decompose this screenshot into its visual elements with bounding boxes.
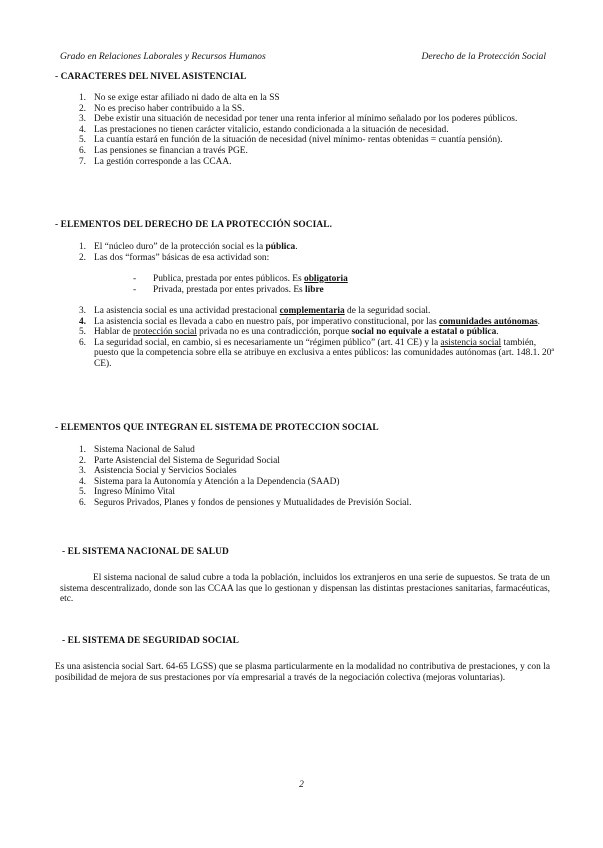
list-item: 2. Parte Asistencial del Sistema de Seguridad Social (78, 455, 280, 466)
seguridad-social-paragraph: Es una asistencia social Sart. 64-65 LGSS) que se plasma particularmente en la modalidad no contributiva de prestaciones, y con la posibilidad de mejora de sus prestaciones por vía empresarial a través de la negociación colectiva (mejoras voluntarias). (55, 662, 550, 683)
elementos-derecho-list-a (72, 242, 557, 263)
list-item: 7. La gestión corresponde a las CCAA. (78, 156, 232, 167)
section-title-caracteres: - CARACTERES DEL NIVEL ASISTENCIAL (55, 72, 247, 82)
list-item: 1. El “núcleo duro” de la protección social es la pública. (78, 242, 298, 252)
list-item: 4. La asistencia social es llevada a cabo en nuestro país, por imperativo constitucional, por las comunidades autónomas. (78, 316, 541, 327)
list-item: 2. No es preciso haber contribuido a la SS. (78, 103, 245, 114)
list-item: 6. Seguros Privados, Planes y fondos de pensiones y Mutualidades de Previsión Social. (78, 497, 412, 508)
forma-privada: - Privada, prestada por entes privados. Es libre (133, 285, 324, 295)
list-item: 6. Las pensiones se financian a través PGE. (78, 145, 248, 156)
sistema-salud-paragraph: El sistema nacional de salud cubre a toda la población, incluidos los extranjeros en una serie de supuestos. Se trata de un sistema descentralizado, donde son las CCAA las que lo gestionan y dispensan las distintas prestaciones sanitarias, farmacéuticas, etc. (60, 573, 550, 605)
list-item: 3. La asistencia social es una actividad prestacional complementaria de la seguridad social. (78, 306, 431, 316)
list-item: 5. Ingreso Mínimo Vital (78, 487, 176, 498)
page-number: 2 (299, 780, 304, 790)
section-title-sistema-proteccion: - ELEMENTOS QUE INTEGRAN EL SISTEMA DE PROTECCION SOCIAL (55, 423, 379, 433)
header-right: Derecho de la Protección Social (421, 51, 546, 62)
section-title-sistema-salud: - EL SISTEMA NACIONAL DE SALUD (62, 547, 229, 557)
section-title-elementos-derecho: - ELEMENTOS DEL DERECHO DE LA PROTECCIÓN SOCIAL. (55, 220, 333, 230)
list-item: 1. Sistema Nacional de Salud (78, 445, 195, 455)
list-item: 1. No se exige estar afiliado ni dado de alta en la SS (78, 93, 280, 103)
caracteres-list (72, 93, 557, 167)
list-item: 3. Debe existir una situación de necesidad por tener una renta inferior al mínimo señalado por los poderes públicos. (78, 114, 518, 125)
elementos-derecho-list-b (72, 306, 557, 370)
list-item: 3. Asistencia Social y Servicios Sociales (78, 466, 237, 477)
list-item: 5. La cuantía estará en función de la situación de necesidad (nivel mínimo- rentas obtenidas = cuantía pensión). (78, 135, 503, 146)
section-title-seguridad-social: - EL SISTEMA DE SEGURIDAD SOCIAL (62, 636, 239, 646)
sistema-proteccion-list (72, 445, 557, 509)
list-item: 5. Hablar de protección social privada no es una contradicción, porque social no equivale a estatal o pública. (78, 327, 499, 338)
list-item: 6. La seguridad social, en cambio, si es necesariamente un “régimen público” (art. 41 CE) y la asistencia social también, puesto que la competencia sobre ella se atribuye en exclusiva a entes públicos: las comunidades autónomas (art. 148.1. 20ª CE). (78, 337, 554, 369)
list-item: 4. Las prestaciones no tienen carácter vitalicio, estando condicionada a la situación de necesidad. (78, 124, 449, 135)
list-item: 2. Las dos “formas” básicas de esa actividad son: (78, 252, 270, 263)
list-item: 4. Sistema para la Autonomía y Atención a la Dependencia (SAAD) (78, 476, 340, 487)
forma-publica: - Publica, prestada por entes públicos. Es obligatoria (133, 274, 348, 284)
header-left: Grado en Relaciones Laborales y Recursos Humanos (60, 51, 266, 62)
